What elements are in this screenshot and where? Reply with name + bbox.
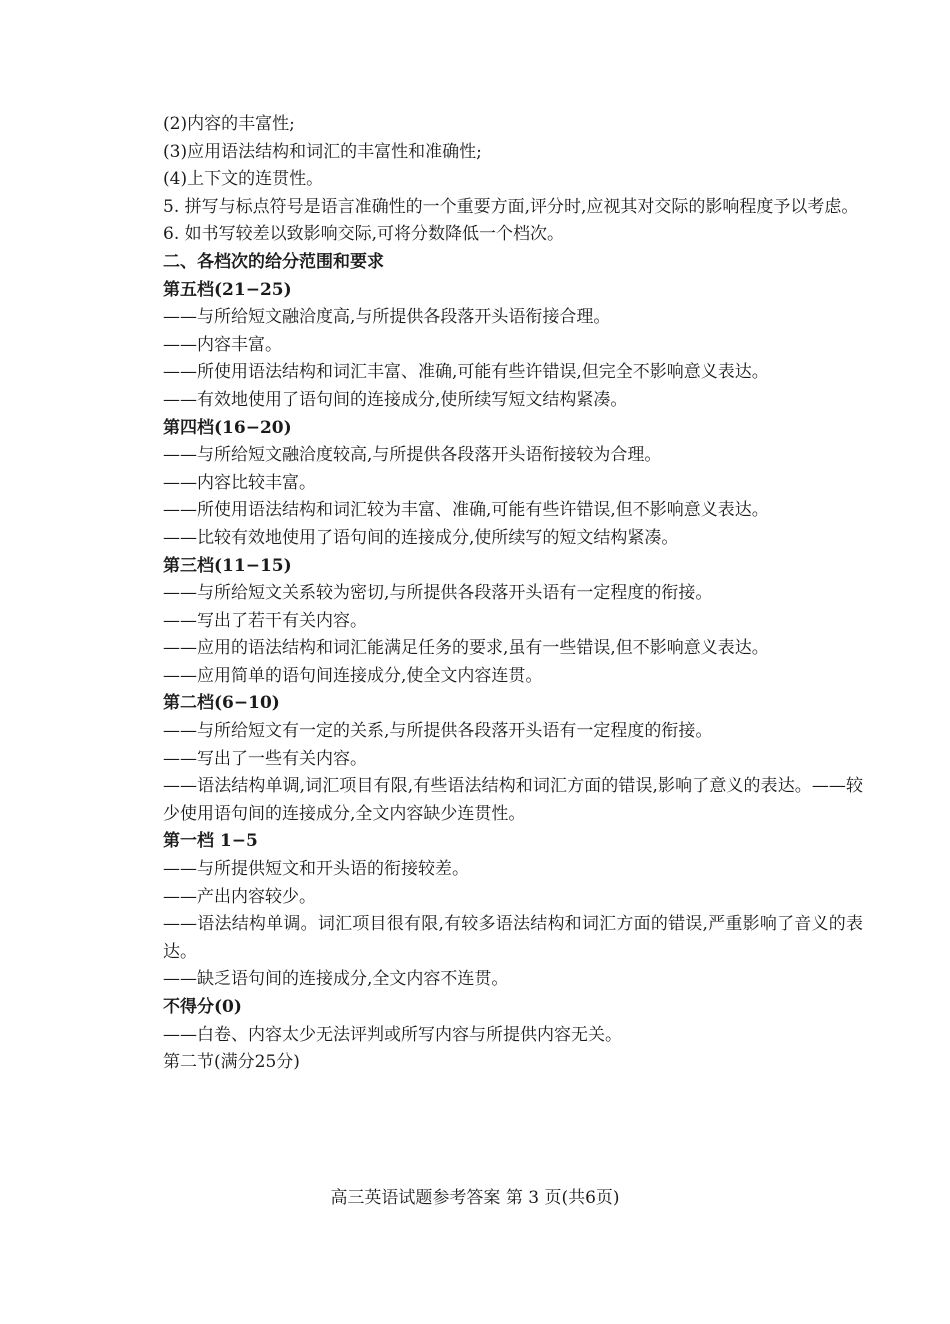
criterion-paragraph: ——语法结构单调。词汇项目很有限,有较多语法结构和词汇方面的错误,严重影响了音义的表达。 xyxy=(163,914,863,962)
section-line: 第二节(满分25分) xyxy=(163,1052,300,1073)
text-line: 6. 如书写较差以致影响交际,可将分数降低一个档次。 xyxy=(163,224,565,245)
grade-heading: 不得分(0) xyxy=(163,997,242,1017)
text-line: (4)上下文的连贯性。 xyxy=(163,169,324,190)
criterion-line: ——与所给短文有一定的关系,与所提供各段落开头语有一定程度的衔接。 xyxy=(163,721,713,742)
grade-heading: 第三档(11−15) xyxy=(163,555,292,576)
text-paragraph: 5. 拼写与标点符号是语言准确性的一个重要方面,评分时,应视其对交际的影响程度予以考虑。 xyxy=(163,196,859,217)
criterion-line: ——内容丰富。 xyxy=(163,334,282,355)
criterion-line: ——缺乏语句间的连接成分,全文内容不连贯。 xyxy=(163,969,509,990)
grade-heading: 第一档 1−5 xyxy=(163,831,258,852)
document-body xyxy=(163,111,863,1077)
criterion-line: ——与所给短文融洽度高,与所提供各段落开头语衔接合理。 xyxy=(163,307,611,328)
criterion-line: ——与所给短文关系较为密切,与所提供各段落开头语有一定程度的衔接。 xyxy=(163,583,713,604)
criterion-line: ——白卷、内容太少无法评判或所写内容与所提供内容无关。 xyxy=(163,1024,622,1045)
text-line: (2)内容的丰富性; xyxy=(163,114,295,134)
page-footer: 高三英语试题参考答案 第 3 页(共6页) xyxy=(330,1188,620,1208)
criterion-line: ——所使用语法结构和词汇丰富、准确,可能有些许错误,但完全不影响意义表达。 xyxy=(163,362,769,383)
criterion-line: ——应用简单的语句间连接成分,使全文内容连贯。 xyxy=(163,665,543,686)
criterion-line: ——应用的语法结构和词汇能满足任务的要求,虽有一些错误,但不影响意义表达。 xyxy=(163,638,769,659)
grade-heading: 第四档(16−20) xyxy=(163,417,292,438)
grade-heading: 第二档(6−10) xyxy=(163,693,280,714)
criterion-line: ——内容比较丰富。 xyxy=(163,472,316,493)
criterion-line: ——与所提供短文和开头语的衔接较差。 xyxy=(163,859,469,880)
criterion-line: ——写出了若干有关内容。 xyxy=(163,610,367,631)
text-line: (3)应用语法结构和词汇的丰富性和准确性; xyxy=(163,141,482,162)
section-heading: 二、各档次的给分范围和要求 xyxy=(163,251,384,272)
criterion-line: ——产出内容较少。 xyxy=(163,886,316,907)
grade-heading: 第五档(21−25) xyxy=(163,279,292,300)
criterion-paragraph: ——语法结构单调,词汇项目有限,有些语法结构和词汇方面的错误,影响了意义的表达。——较少使用语句间的连接成分,全文内容缺少连贯性。 xyxy=(163,776,863,824)
criterion-line: ——所使用语法结构和词汇较为丰富、准确,可能有些许错误,但不影响意义表达。 xyxy=(163,500,769,521)
criterion-line: ——比较有效地使用了语句间的连接成分,使所续写的短文结构紧凑。 xyxy=(163,527,679,548)
criterion-line: ——有效地使用了语句间的连接成分,使所续写短文结构紧凑。 xyxy=(163,389,628,410)
criterion-line: ——写出了一些有关内容。 xyxy=(163,748,367,769)
criterion-line: ——与所给短文融洽度较高,与所提供各段落开头语衔接较为合理。 xyxy=(163,445,662,466)
